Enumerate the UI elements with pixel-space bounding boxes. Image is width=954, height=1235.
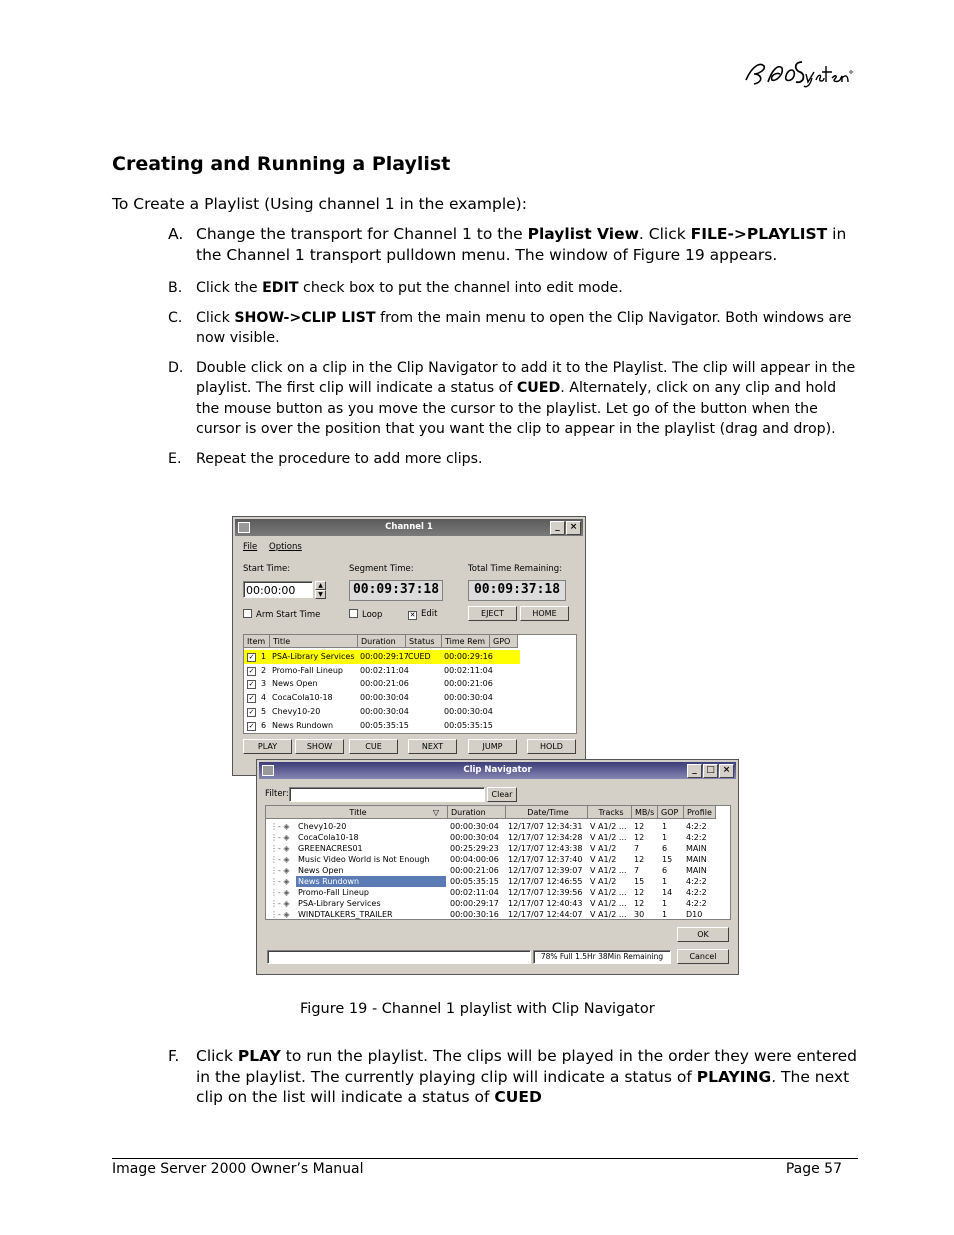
cell-duration: 00:00:21:06: [360, 679, 409, 689]
cell-item: 6: [261, 720, 267, 730]
cell-tracks: V A1/2: [590, 877, 617, 886]
cell-date: 12/17/07 12:37:40: [508, 855, 583, 864]
spin-down-icon[interactable]: ▼: [315, 590, 326, 599]
cell-title: WINDTALKERS_TRAILER: [298, 910, 393, 919]
cell-item: 5: [261, 706, 267, 716]
cell-gop: 1: [662, 910, 668, 919]
col-clip-duration[interactable]: Duration: [448, 806, 506, 819]
clip-navigator-titlebar[interactable]: Clip Navigator _ □ ×: [259, 762, 736, 779]
cell-date: 12/17/07 12:34:31: [508, 822, 583, 831]
cell-duration: 00:00:21:06: [450, 866, 499, 875]
cell-duration: 00:00:29:17: [450, 899, 499, 908]
disk-status: 78% Full 1.5Hr 38Min Remaining: [533, 950, 671, 964]
clip-tree-icon: ⋮- ◈: [270, 888, 290, 897]
clip-row[interactable]: [266, 821, 730, 832]
cell-gop: 14: [662, 888, 673, 897]
jump-button[interactable]: JUMP: [468, 739, 517, 754]
clip-row[interactable]: [266, 843, 730, 854]
cell-duration: 00:00:30:16: [450, 910, 499, 919]
channel-titlebar[interactable]: Channel 1 _ ×: [235, 519, 583, 536]
cell-date: 12/17/07 12:34:28: [508, 833, 583, 842]
cell-tracks: V A1/2 ...: [590, 888, 627, 897]
edit-checkbox[interactable]: ✕ Edit: [409, 609, 438, 619]
hold-button[interactable]: HOLD: [527, 739, 576, 754]
col-date-time[interactable]: Date/Time: [506, 806, 588, 819]
col-mbs[interactable]: MB/s: [632, 806, 658, 819]
cell-duration: 00:00:29:17: [360, 652, 409, 661]
col-gpo[interactable]: GPO: [490, 635, 518, 648]
cell-title: News Rundown: [296, 876, 446, 887]
clip-row[interactable]: [266, 832, 730, 843]
cell-tracks: V A1/2: [590, 844, 617, 853]
clip-tree-icon: ⋮- ◈: [270, 899, 290, 908]
cell-mbs: 12: [634, 899, 645, 908]
clip-row[interactable]: [266, 876, 730, 887]
cell-duration: 00:04:00:06: [450, 855, 499, 864]
menu-file[interactable]: File: [243, 542, 258, 552]
start-time-label: Start Time:: [243, 564, 291, 574]
step-b: B. Click the EDIT check box to put the channel into edit mode.: [168, 280, 623, 296]
cell-title: Music Video World is Not Enough: [298, 855, 430, 864]
cell-duration: 00:05:35:15: [450, 877, 499, 886]
channel-window: [232, 516, 586, 776]
col-tracks[interactable]: Tracks: [588, 806, 632, 819]
playlist-row[interactable]: [244, 705, 576, 719]
cell-tracks: V A1/2 ...: [590, 910, 627, 919]
cell-tracks: V A1/2 ...: [590, 833, 627, 842]
col-gop[interactable]: GOP: [658, 806, 684, 819]
cell-duration: 00:05:35:15: [360, 720, 409, 730]
cell-status: CUED: [408, 652, 431, 661]
cell-duration: 00:00:30:04: [360, 693, 409, 703]
cell-mbs: 12: [634, 855, 645, 864]
col-time-rem[interactable]: Time Rem: [442, 635, 490, 648]
playlist-row[interactable]: [244, 691, 576, 705]
steps-list: [168, 224, 858, 479]
footer-rule: [112, 1158, 858, 1159]
clip-row[interactable]: [266, 909, 730, 920]
cell-mbs: 12: [634, 833, 645, 842]
cell-title: CocaCola10-18: [272, 693, 333, 703]
cell-date: 12/17/07 12:44:07: [508, 910, 583, 919]
company-logo: [742, 52, 854, 92]
cell-duration: 00:25:29:23: [450, 844, 499, 853]
footer-title: Image Server 2000 Owner’s Manual: [112, 1161, 364, 1177]
cell-rem: 00:00:30:04: [444, 693, 493, 703]
cell-title: GREENACRES01: [298, 844, 363, 853]
clip-row[interactable]: [266, 865, 730, 876]
cell-item: 2: [261, 665, 267, 675]
figure-caption: Figure 19 - Channel 1 playlist with Clip Navigator: [300, 1001, 655, 1017]
cell-mbs: 15: [634, 877, 645, 886]
cell-tracks: V A1/2 ...: [590, 866, 627, 875]
cell-title: PSA-Library Services: [272, 652, 355, 661]
cell-title: News Rundown: [272, 720, 334, 730]
cell-title: News Open: [272, 679, 318, 689]
clip-tree-icon: ⋮- ◈: [270, 877, 290, 886]
spin-up-icon[interactable]: ▲: [315, 581, 326, 590]
cancel-button[interactable]: Cancel: [677, 949, 729, 964]
show-button[interactable]: SHOW: [295, 739, 344, 754]
cell-item: 1: [261, 652, 267, 661]
cell-tracks: V A1/2 ...: [590, 822, 627, 831]
col-status[interactable]: Status: [406, 635, 442, 648]
cell-gop: 1: [662, 877, 668, 886]
close-icon[interactable]: ×: [719, 764, 734, 778]
start-time-input[interactable]: 00:00:00: [243, 581, 313, 598]
cell-duration: 00:00:30:04: [360, 706, 409, 716]
cell-mbs: 12: [634, 888, 645, 897]
cell-profile: 4:2:2: [686, 822, 707, 831]
cell-profile: MAIN: [686, 855, 707, 864]
clip-table: [265, 805, 731, 920]
clip-row[interactable]: [266, 854, 730, 865]
step-e: E. Repeat the procedure to add more clips.: [168, 451, 483, 468]
progress-bar: [267, 950, 531, 964]
cell-profile: 4:2:2: [686, 899, 707, 908]
cell-duration: 00:02:11:04: [450, 888, 499, 897]
close-icon[interactable]: ×: [566, 521, 581, 535]
playlist-row[interactable]: [244, 719, 576, 733]
maximize-icon[interactable]: □: [703, 764, 718, 778]
total-time-display: 00:09:37:18: [468, 580, 566, 601]
cell-rem: 00:00:30:04: [444, 706, 493, 716]
cell-tracks: V A1/2: [590, 855, 617, 864]
intro-text: To Create a Playlist (Using channel 1 in the example):: [112, 195, 527, 213]
cell-profile: D10: [686, 910, 703, 919]
clip-tree-icon: ⋮- ◈: [270, 866, 290, 875]
cell-rem: 00:05:35:15: [444, 720, 493, 730]
cell-title: Chevy10-20: [298, 822, 347, 831]
row-checkbox[interactable]: ✓: [248, 653, 255, 661]
menu-options[interactable]: Options: [269, 542, 302, 552]
cell-duration: 00:00:30:04: [450, 822, 499, 831]
cell-rem: 00:02:11:04: [444, 665, 493, 675]
ok-button[interactable]: OK: [677, 927, 729, 942]
clear-button[interactable]: Clear: [487, 787, 517, 802]
col-duration[interactable]: Duration: [358, 635, 406, 648]
cell-mbs: 30: [634, 910, 645, 919]
row-checkbox[interactable]: ✓: [248, 694, 255, 703]
filter-label: Filter:: [265, 789, 289, 799]
row-checkbox[interactable]: ✓: [248, 680, 255, 689]
cell-date: 12/17/07 12:39:07: [508, 866, 583, 875]
cell-item: 3: [261, 679, 267, 689]
section-heading: Creating and Running a Playlist: [112, 153, 451, 175]
cell-gop: 6: [662, 844, 668, 853]
cell-duration: 00:00:30:04: [450, 833, 499, 842]
cell-duration: 00:02:11:04: [360, 665, 409, 675]
cell-mbs: 7: [634, 844, 640, 853]
filter-input[interactable]: [289, 787, 485, 802]
cell-profile: 4:2:2: [686, 877, 707, 886]
cell-rem: 00:00:21:06: [444, 679, 493, 689]
col-title[interactable]: Title: [270, 635, 358, 648]
cell-item: 4: [261, 693, 267, 703]
playlist-table: [243, 634, 577, 734]
col-item[interactable]: Item: [244, 635, 270, 648]
cell-title: CocaCola10-18: [298, 833, 359, 842]
row-checkbox[interactable]: ✓: [248, 721, 255, 730]
clip-row[interactable]: [266, 887, 730, 898]
step-d: D. Double click on a clip in the Clip Navigator to add it to the Playlist. The clip will appear in the playlist. The first clip will indicate a status of CUED. Alternately, click on any clip and hold the mouse button as you move the cursor to the playlist. Let go of the button when the cursor is over the position that you want the clip to appear in the playlist (drag and drop).: [168, 360, 856, 437]
minimize-icon[interactable]: _: [687, 764, 702, 778]
cell-title: PSA-Library Services: [298, 899, 381, 908]
row-checkbox[interactable]: ✓: [248, 707, 255, 716]
cell-date: 12/17/07 12:40:43: [508, 899, 583, 908]
minimize-icon[interactable]: _: [550, 521, 565, 535]
playlist-row[interactable]: [244, 677, 576, 691]
cell-title: Promo-Fall Lineup: [298, 888, 369, 897]
segment-time-display: 00:09:37:18: [349, 580, 443, 601]
col-clip-title[interactable]: Title ▽: [266, 806, 448, 819]
page-number: Page 57: [785, 1161, 842, 1177]
clip-tree-icon: ⋮- ◈: [270, 844, 290, 853]
cell-mbs: 7: [634, 866, 640, 875]
cell-profile: MAIN: [686, 844, 707, 853]
cell-title: News Open: [298, 866, 344, 875]
cell-gop: 6: [662, 866, 668, 875]
cell-mbs: 12: [634, 822, 645, 831]
clip-navigator-window: [256, 759, 739, 975]
cell-date: 12/17/07 12:43:38: [508, 844, 583, 853]
segment-time-label: Segment Time:: [349, 564, 414, 574]
playlist-row[interactable]: [244, 664, 576, 678]
cue-button[interactable]: CUE: [349, 739, 398, 754]
cell-rem: 00:00:29:16: [444, 652, 493, 661]
cell-title: Promo-Fall Lineup: [272, 665, 343, 675]
clip-row[interactable]: [266, 898, 730, 909]
cell-tracks: V A1/2 ...: [590, 899, 627, 908]
cell-profile: 4:2:2: [686, 888, 707, 897]
clip-tree-icon: ⋮- ◈: [270, 855, 290, 864]
cell-gop: 1: [662, 899, 668, 908]
loop-checkbox[interactable]: Loop: [349, 609, 382, 620]
cell-date: 12/17/07 12:46:55: [508, 877, 583, 886]
clip-tree-icon: ⋮- ◈: [270, 822, 290, 831]
playlist-row[interactable]: [244, 650, 520, 664]
eject-button[interactable]: EJECT: [468, 606, 517, 621]
row-checkbox[interactable]: ✓: [248, 666, 255, 675]
total-time-label: Total Time Remaining:: [468, 564, 563, 574]
cell-title: Chevy10-20: [272, 706, 321, 716]
step-a: A. Change the transport for Channel 1 to the Playlist View. Click FILE->PLAYLIST in the Channel 1 transport pulldown menu. The window of Figure 19 appears.: [168, 225, 847, 264]
next-button[interactable]: NEXT: [408, 739, 457, 754]
cell-profile: 4:2:2: [686, 833, 707, 842]
arm-start-checkbox[interactable]: Arm Start Time: [243, 609, 320, 620]
cell-date: 12/17/07 12:39:56: [508, 888, 583, 897]
cell-gop: 1: [662, 833, 668, 842]
home-button[interactable]: HOME: [520, 606, 569, 621]
cell-gop: 1: [662, 822, 668, 831]
clip-tree-icon: ⋮- ◈: [270, 833, 290, 842]
play-button[interactable]: PLAY: [243, 739, 292, 754]
step-c: C. Click SHOW->CLIP LIST from the main menu to open the Clip Navigator. Both windows are now visible.: [168, 310, 852, 346]
cell-gop: 15: [662, 855, 673, 864]
sort-down-icon: ▽: [432, 808, 439, 817]
clip-tree-icon: ⋮- ◈: [270, 910, 290, 919]
cell-profile: MAIN: [686, 866, 707, 875]
col-profile[interactable]: Profile: [684, 806, 716, 819]
step-f: F. Click PLAY to run the playlist. The clips will be played in the order they were entered in the playlist. The currently playing clip will indicate a status of PLAYING. The next clip on the list will indicate a status of CUED: [168, 1047, 858, 1106]
